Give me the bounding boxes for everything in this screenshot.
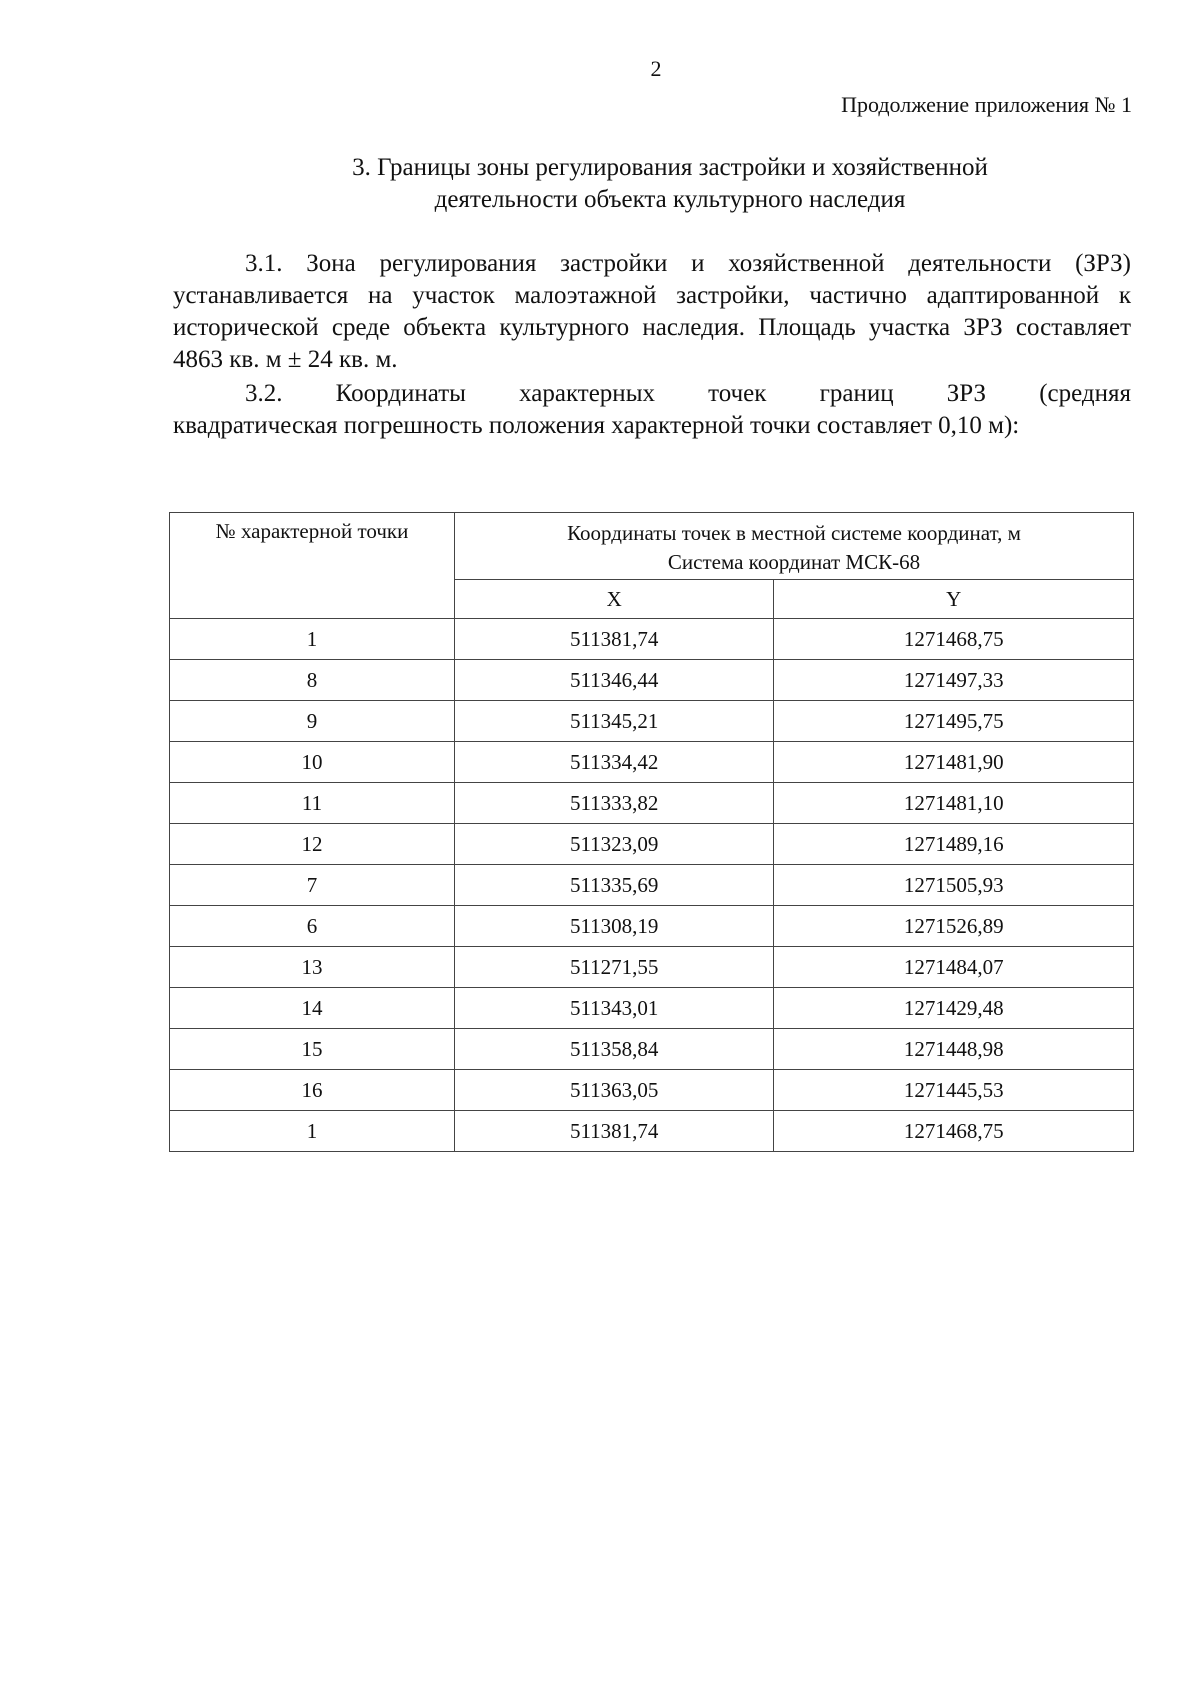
table-row [170,701,1134,742]
point-number-header: № характерной точки [170,513,455,619]
point-number-cell: 1 [170,1111,455,1152]
y-coordinate-cell: 1271526,89 [774,906,1134,947]
table-row [170,619,1134,660]
paragraph-3-1: 3.1. Зона регулирования застройки и хозяйственной деятельности (ЗРЗ) устанавливается на участок малоэтажной застройки, частично адаптированной к исторической среде объекта культурного наследия. Площадь участка ЗРЗ составляет 4863 кв. м ± 24 кв. м. [173,250,1131,373]
x-column-header: X [455,580,774,619]
point-number-cell: 13 [170,947,455,988]
point-number-cell: 8 [170,660,455,701]
table-row [170,660,1134,701]
table-row [170,1029,1134,1070]
coordinates-header-line-2: Система координат МСК-68 [667,550,921,574]
y-coordinate-cell: 1271481,90 [774,742,1134,783]
y-coordinate-cell: 1271448,98 [774,1029,1134,1070]
x-coordinate-cell: 511358,84 [455,1029,774,1070]
table-row [170,988,1134,1029]
x-coordinate-cell: 511334,42 [455,742,774,783]
y-coordinate-cell: 1271489,16 [774,824,1134,865]
point-number-cell: 9 [170,701,455,742]
y-coordinate-cell: 1271445,53 [774,1070,1134,1111]
x-coordinate-cell: 511363,05 [455,1070,774,1111]
point-number-cell: 1 [170,619,455,660]
y-coordinate-cell: 1271429,48 [774,988,1134,1029]
table-row [170,906,1134,947]
section-heading [170,152,1170,216]
x-coordinate-cell: 511343,01 [455,988,774,1029]
x-coordinate-cell: 511323,09 [455,824,774,865]
x-coordinate-cell: 511381,74 [455,619,774,660]
paragraph-3-2-first-line: 3.2. Координаты характерных точек границ ЗРЗ (средняя [245,380,1131,407]
point-number-cell: 7 [170,865,455,906]
y-coordinate-cell: 1271495,75 [774,701,1134,742]
y-coordinate-cell: 1271468,75 [774,619,1134,660]
x-coordinate-cell: 511271,55 [455,947,774,988]
table-row [170,824,1134,865]
table-row [170,783,1134,824]
point-number-cell: 6 [170,906,455,947]
y-coordinate-cell: 1271468,75 [774,1111,1134,1152]
y-column-header: Y [774,580,1134,619]
y-coordinate-cell: 1271505,93 [774,865,1134,906]
page-number: 2 [650,56,662,81]
point-number-cell: 10 [170,742,455,783]
table-row [170,1070,1134,1111]
point-number-cell: 14 [170,988,455,1029]
coordinates-table-body [170,619,1134,1152]
coordinates-table [169,512,1134,1152]
x-coordinate-cell: 511335,69 [455,865,774,906]
y-coordinate-cell: 1271484,07 [774,947,1134,988]
x-coordinate-cell: 511345,21 [455,701,774,742]
paragraph-3-2-rest: квадратическая погрешность положения характерной точки составляет 0,10 м): [173,412,1020,439]
x-coordinate-cell: 511346,44 [455,660,774,701]
point-number-cell: 16 [170,1070,455,1111]
appendix-continuation-note: Продолжение приложения № 1 [841,92,1132,117]
x-coordinate-cell: 511333,82 [455,783,774,824]
point-number-cell: 15 [170,1029,455,1070]
table-row [170,742,1134,783]
coordinates-header-line-1: Координаты точек в местной системе координат, м [567,521,1021,545]
point-number-cell: 11 [170,783,455,824]
table-row [170,947,1134,988]
y-coordinate-cell: 1271497,33 [774,660,1134,701]
table-row [170,865,1134,906]
y-coordinate-cell: 1271481,10 [774,783,1134,824]
coordinates-header [455,513,1134,580]
point-number-cell: 12 [170,824,455,865]
x-coordinate-cell: 511381,74 [455,1111,774,1152]
table-row [170,1111,1134,1152]
x-coordinate-cell: 511308,19 [455,906,774,947]
section-heading-line-1: 3. Границы зоны регулирования застройки и хозяйственной [352,154,988,181]
section-heading-line-2: деятельности объекта культурного наследия [434,186,906,213]
paragraph-3-2 [173,378,1131,442]
